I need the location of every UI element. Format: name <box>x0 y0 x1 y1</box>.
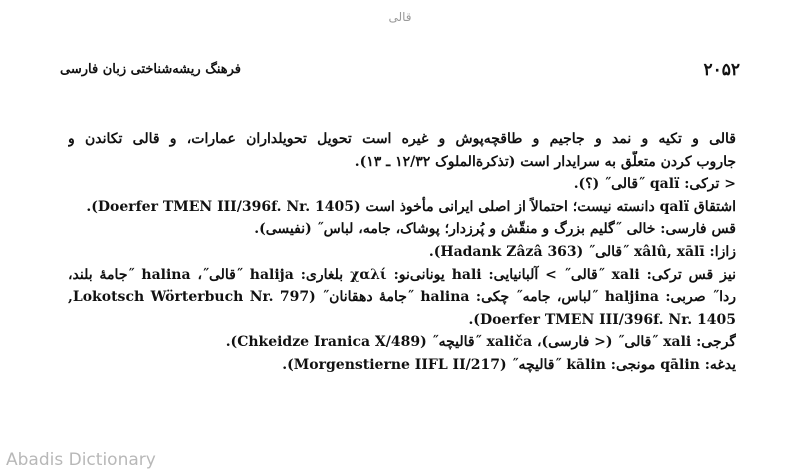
text-line: زازا: xâlû, xālī ˝قالی˝ (Hadank Zâzâ 363). <box>428 243 736 260</box>
entry-text <box>68 128 736 377</box>
text-line: جاروب کردن متعلّق به سرایدار است (تذکرة‌الملوک ۱۲/۳۲ ـ ۱۳). <box>354 153 736 170</box>
text-line: < ترکی: qalï ˝قالی˝ (؟). <box>573 176 736 193</box>
text-line: گرجی: xali ˝قالی˝ (< فارسی)، xaliča ˝قالیچه˝ (Chkeidze Iranica X/489). <box>225 334 736 351</box>
text-line: نیز قس ترکی: xali ˝قالی˝ > آلبانیایی: hali یونانی‌نو: χαλί بلغاری: halija ˝قالی˝، halina ˝جامهٔ بلند، <box>68 266 736 283</box>
text-line: اشتقاق qalï دانسته نیست؛ احتمالاً از اصلی ایرانی مأخوذ است (Doerfer TMEN III/396f. Nr. 1405). <box>86 198 736 215</box>
text-line: ردا˝ صربی: haljina ˝لباس، جامه˝ چکی: halina ˝جامهٔ دهقانان˝ (Lokotsch Wörterbuch Nr. 797, <box>68 289 736 306</box>
page-number: ۲۰۵۲ <box>703 60 740 80</box>
text-line: قالی و تکیه و نمد و جاجیم و طاقچه‌پوش و غیره است تحویل تحویلداران عمارات، و قالی تکاندن و <box>68 131 736 147</box>
page-header <box>60 62 740 84</box>
text-line: Doerfer TMEN III/396f. Nr. 1405). <box>468 311 736 328</box>
page-title: قالی <box>388 10 412 24</box>
watermark: Abadis Dictionary <box>6 450 156 470</box>
text-line: یدغه: qālin مونجی: kālin ˝قالیچه˝ (Morgenstierne IIFL II/217). <box>282 356 736 373</box>
text-line: قس فارسی: خالی ˝گلیم بزرگ و منقّش و پُرزدار؛ پوشاک، جامه، لباس˝ (نفیسی). <box>254 221 736 238</box>
book-title: فرهنگ ریشه‌شناختی زبان فارسی <box>60 62 241 77</box>
